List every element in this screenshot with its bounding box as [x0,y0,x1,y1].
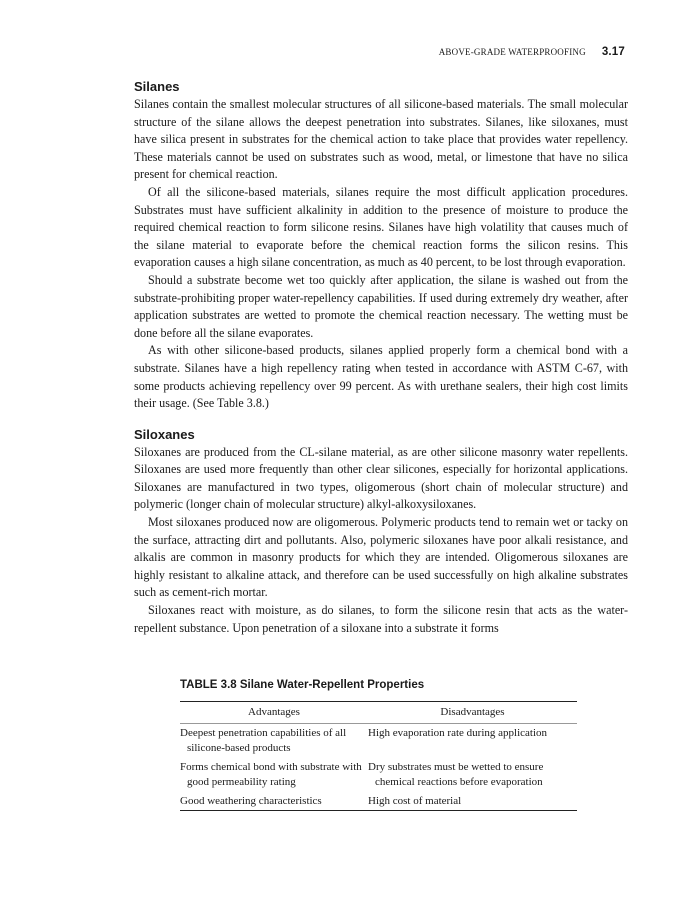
table-caption: TABLE 3.8 Silane Water-Repellent Properties [180,679,425,691]
paragraph: Of all the silicone-based materials, silanes require the most difficult application procedures. Substrates must have sufficient alkalinity in addition to the presence of moisture to produce the required chemical reaction to form silicone resins. Silanes have high volatility that causes much of the silane material to evaporate before the chemical reaction forms the silicon resins. This evaporation causes a high silane concentration, as much as 40 percent, to be lost through evaporation. [134,184,628,270]
table-row [180,723,577,758]
paragraph: Siloxanes react with moisture, as do silanes, to form the silicone resin that acts as the water-repellent substance. Upon penetration of a siloxane into a substrate it forms [134,603,628,635]
running-head [439,46,625,58]
table-cell-disadvantage: High cost of material [368,794,462,807]
table-cell-advantage: Good weathering characteristics [180,794,322,807]
running-title: ABOVE-GRADE WATERPROOFING [438,47,586,57]
section-heading-siloxanes: Siloxanes [134,426,195,442]
paragraph: Silanes contain the smallest molecular structures of all silicone-based materials. The small molecular structure of the silane allows the deepest penetration into substrates. Silanes, like siloxanes, must have silica present in substrates for the chemical action to take place that provides water repellency. These materials cannot be used on substrates such as wood, metal, or limestone that have no silica present for chemical reaction. [134,97,628,182]
section-heading-silanes: Silanes [134,79,180,94]
section-siloxanes [134,426,628,638]
table-cell-disadvantage: High evaporation rate during application [368,726,547,739]
paragraph: Most siloxanes produced now are oligomerous. Polymeric products tend to remain wet or tacky on the surface, attracting dirt and pollutants. Also, polymeric siloxanes have poor alkali resistance, and alkalis are common in masonry products for which they are intended. Oligomerous siloxanes are highly resistant to alkaline attack, and therefore can be used successfully on high alkaline substrates such as cement-rich mortar. [134,515,628,600]
column-header-advantages: Advantages [180,702,368,724]
table-3-8 [180,679,577,811]
column-header-disadvantages: Disadvantages [368,702,577,724]
section-silanes [134,78,628,413]
table-row [180,792,577,811]
page-number: 3.17 [601,46,625,58]
paragraph: Should a substrate become wet too quickly after application, the silane is washed out from the substrate-prohibiting proper water-repellency capabilities. If used during extremely dry weather, after application substrates are wetted to promote the chemical reaction necessary. The wetting must be done before all the silane evaporates. [134,272,628,340]
properties-table [180,701,577,811]
table-cell-advantage: Forms chemical bond with substrate with good permeability rating [180,760,362,788]
table-header-row [180,702,577,724]
table-cell-disadvantage: Dry substrates must be wetted to ensure chemical reactions before evaporation [368,760,544,788]
paragraph: Siloxanes are produced from the CL-silane material, as are other silicone masonry water repellents. Siloxanes are used more frequently than other clear silicones, especially for horizontal applications. Siloxanes are manufactured in two types, oligomerous (short chain of molecular structure) and polymeric (longer chain of molecular structure) alkyl-alkoxysiloxanes. [134,444,628,512]
table-row [180,758,577,792]
paragraph: As with other silicone-based products, silanes applied properly form a chemical bond with a substrate. Silanes have a high repellency rating when tested in accordance with ASTM C-67, with some products achieving repellency over 99 percent. As with urethane sealers, their high cost limits their usage. (See Table 3.8.) [134,343,628,411]
page-body [134,78,628,637]
table-cell-advantage: Deepest penetration capabilities of all silicone-based products [180,726,347,754]
